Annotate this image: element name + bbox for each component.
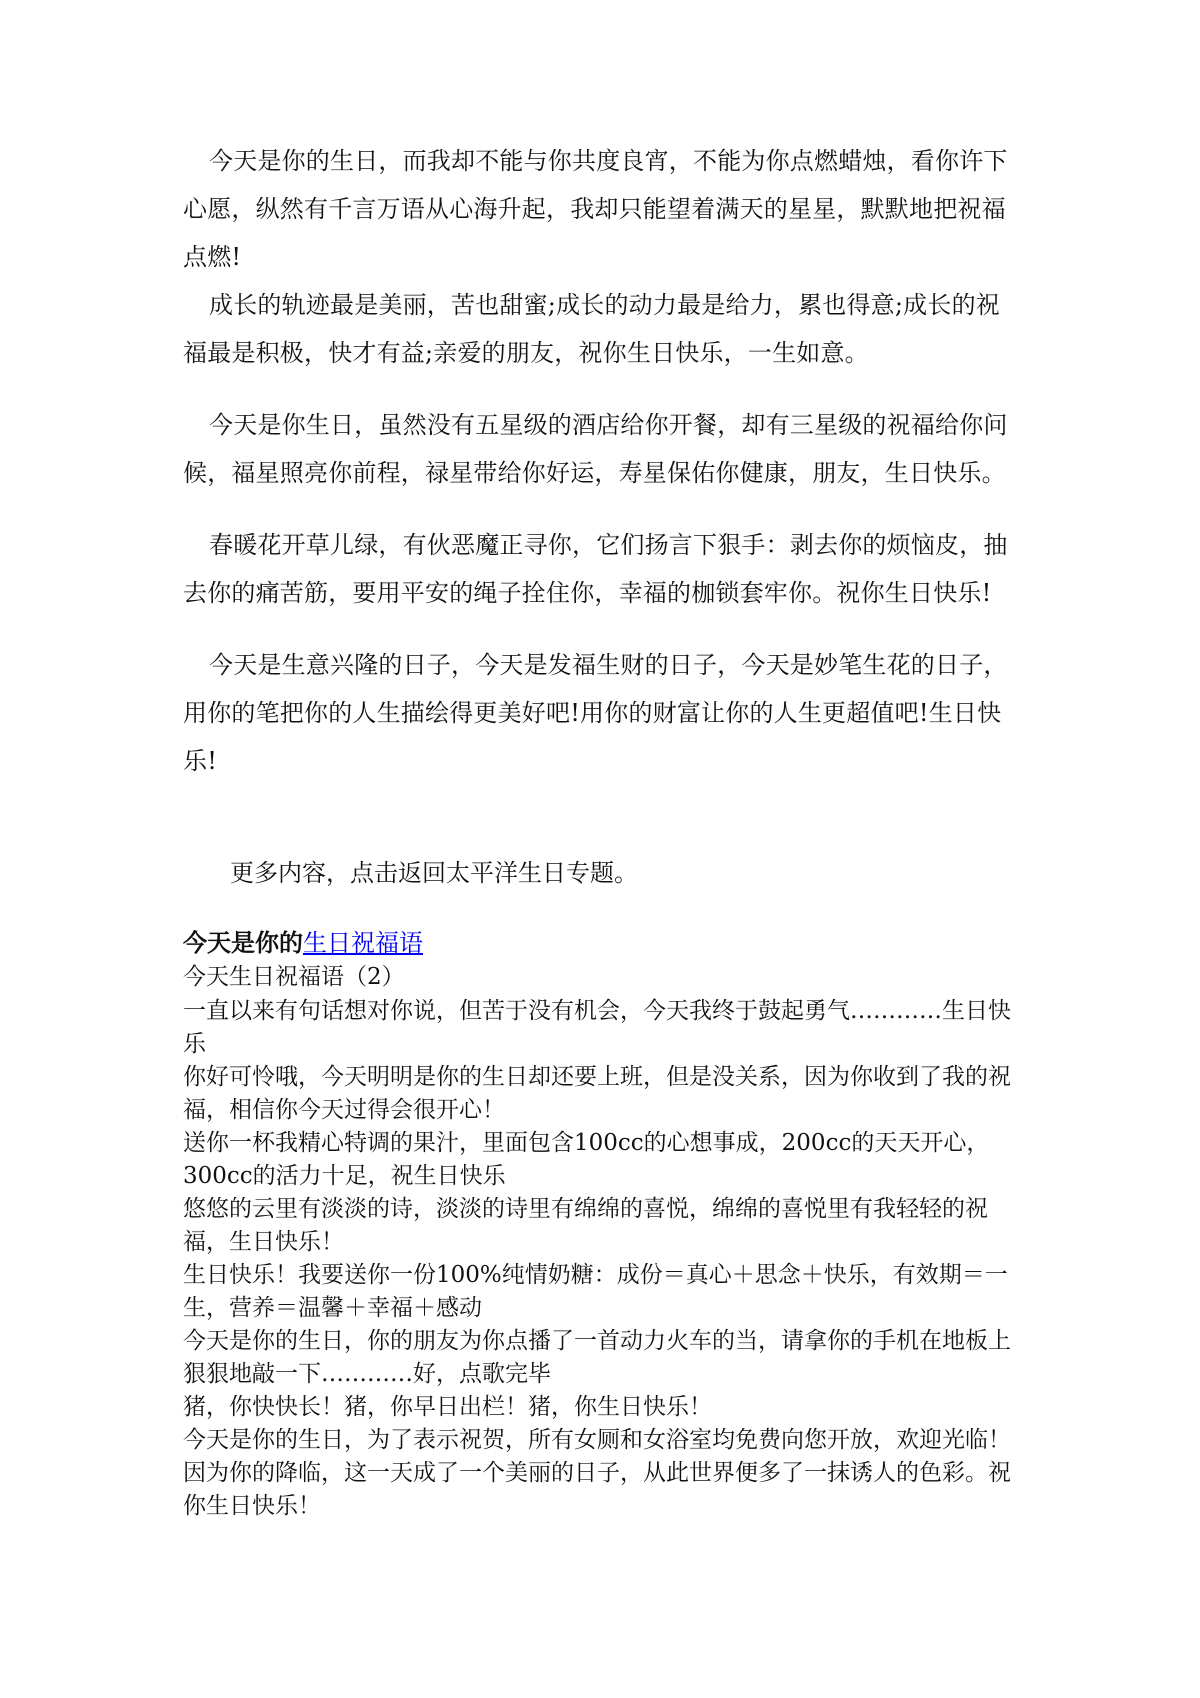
wish-item: 猪，你快快长！猪，你早日出栏！猪，你生日快乐！	[183, 1394, 712, 1420]
wish-item: 悠悠的云里有淡淡的诗，淡淡的诗里有绵绵的喜悦，绵绵的喜悦里有我轻轻的祝福，生日快乐！	[183, 1196, 988, 1255]
birthday-wishes-link[interactable]: 生日祝福语	[303, 929, 423, 957]
wish-item: 今天是你的生日，为了表示祝贺，所有女厕和女浴室均免费向您开放，欢迎光临！	[183, 1427, 1011, 1453]
paragraph-5: 今天是生意兴隆的日子，今天是发福生财的日子，今天是妙笔生花的日子，用你的笔把你的人生描绘得更美好吧!用你的财富让你的人生更超值吧!生日快乐!	[183, 651, 1008, 775]
section-title-prefix: 今天是你的	[183, 928, 303, 957]
section-subtitle: 今天生日祝福语（2）	[183, 964, 405, 990]
wish-item: 因为你的降临，这一天成了一个美丽的日子，从此世界便多了一抹诱人的色彩。祝你生日快乐！	[183, 1460, 1011, 1519]
wish-item: 你好可怜哦，今天明明是你的生日却还要上班，但是没关系，因为你收到了我的祝福，相信你今天过得会很开心！	[183, 1064, 1011, 1123]
wish-item: 今天是你的生日，你的朋友为你点播了一首动力火车的当，请拿你的手机在地板上狠狠地敲一下…………好，点歌完毕	[183, 1328, 1011, 1387]
wish-item: 一直以来有句话想对你说，但苦于没有机会，今天我终于鼓起勇气…………生日快乐	[183, 998, 1011, 1057]
wish-item: 送你一杯我精心特调的果汁，里面包含100cc的心想事成，200cc的天天开心，300cc的活力十足，祝生日快乐	[183, 1130, 990, 1189]
section-title	[183, 926, 423, 960]
paragraph-4: 春暖花开草儿绿，有伙恶魔正寻你，它们扬言下狠手：剥去你的烦恼皮，抽去你的痛苦筋，要用平安的绳子拴住你，幸福的枷锁套牢你。祝你生日快乐!	[183, 531, 1008, 607]
paragraph-3: 今天是你生日，虽然没有五星级的酒店给你开餐，却有三星级的祝福给你问候，福星照亮你前程，禄星带给你好运，寿星保佑你健康，朋友，生日快乐。	[183, 411, 1008, 487]
wishes-list	[183, 995, 1023, 1523]
paragraph-1: 今天是你的生日，而我却不能与你共度良宵，不能为你点燃蜡烛，看你许下心愿，纵然有千言万语从心海升起，我却只能望着满天的星星，默默地把祝福点燃!	[183, 147, 1008, 271]
wish-item: 生日快乐！我要送你一份100%纯情奶糖：成份＝真心＋思念＋快乐，有效期＝一生，营养＝温馨＋幸福＋感动	[183, 1262, 1008, 1321]
paragraph-2: 成长的轨迹最是美丽，苦也甜蜜;成长的动力最是给力，累也得意;成长的祝福最是积极，快才有益;亲爱的朋友，祝你生日快乐，一生如意。	[183, 291, 1000, 367]
more-content-link-text: 更多内容，点击返回太平洋生日专题。	[230, 859, 638, 887]
